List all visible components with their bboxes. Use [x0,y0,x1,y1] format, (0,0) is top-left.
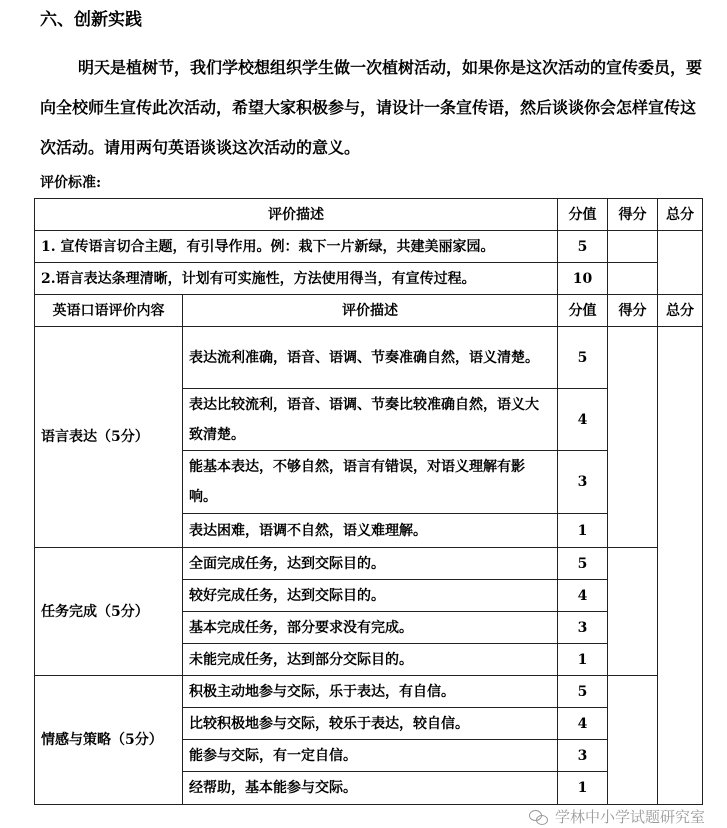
row-points: 4 [558,389,608,451]
row-desc: 表达困难，语调不自然，语义难理解。 [183,514,558,548]
row-desc: 能参与交际，有一定自信。 [183,740,558,772]
row-points: 5 [558,231,608,263]
row-points: 5 [558,327,608,389]
row-desc: 2.语言表达条理清晰，计划有可实施性，方法使用得当，有宣传过程。 [35,263,558,295]
total-cell[interactable] [658,231,703,295]
wechat-icon [529,810,549,825]
score-cell[interactable] [608,263,658,295]
row-points: 3 [558,451,608,514]
row-points: 1 [558,644,608,676]
watermark-text: 学林中小学试题研究室 [554,808,705,826]
row-desc: 比较积极地参与交际，较乐于表达，较自信。 [183,708,558,740]
table-row [35,327,703,389]
row-points: 3 [558,740,608,772]
row-desc: 表达比较流利，语音、语调、节奏比较准确自然，语义大致清楚。 [183,389,558,451]
question-prompt: 明天是植树节，我们学校想组织学生做一次植树活动，如果你是这次活动的宣传委员，要向全校师生宣传此次活动，希望大家积极参与，请设计一条宣传语，然后谈谈你会怎样宣传这次活动。请用两句英语谈谈这次活动的意义。 [40,58,703,157]
header-content: 英语口语评价内容 [35,295,183,327]
row-desc: 1. 宣传语言切合主题，有引导作用。例：栽下一片新绿，共建美丽家园。 [35,231,558,263]
group-name: 语言表达（5分） [35,327,183,548]
header-points: 分值 [558,199,608,231]
score-cell[interactable] [608,548,658,676]
header-desc: 评价描述 [35,199,558,231]
row-desc: 能基本表达，不够自然，语言有错误，对语义理解有影响。 [183,451,558,514]
header-desc: 评价描述 [183,295,558,327]
watermark [529,807,705,827]
row-points: 1 [558,514,608,548]
row-points: 10 [558,263,608,295]
row-points: 3 [558,612,608,644]
row-points: 1 [558,772,608,805]
score-cell[interactable] [608,327,658,548]
row-desc: 表达流利准确，语音、语调、节奏准确自然，语义清楚。 [183,327,558,389]
header-total: 总分 [658,199,703,231]
row-desc: 全面完成任务，达到交际目的。 [183,548,558,580]
row-desc: 经帮助，基本能参与交际。 [183,772,558,805]
row-points: 4 [558,708,608,740]
row-points: 5 [558,676,608,708]
row-points: 4 [558,580,608,612]
header-points: 分值 [558,295,608,327]
group-name: 情感与策略（5分） [35,676,183,805]
table-row [35,231,703,263]
row-desc: 积极主动地参与交际，乐于表达，有自信。 [183,676,558,708]
row-points: 5 [558,548,608,580]
table-row [35,676,703,708]
row-desc: 较好完成任务，达到交际目的。 [183,580,558,612]
score-cell[interactable] [608,231,658,263]
evaluation-table [34,198,703,805]
header-score: 得分 [608,295,658,327]
header-score: 得分 [608,199,658,231]
row-desc: 基本完成任务，部分要求没有完成。 [183,612,558,644]
score-cell[interactable] [608,676,658,805]
group-name: 任务完成（5分） [35,548,183,676]
row-desc: 未能完成任务，达到部分交际目的。 [183,644,558,676]
table-row [35,263,703,295]
total-cell[interactable] [658,327,703,805]
criteria-label: 评价标准: [40,175,102,191]
table-row [35,548,703,580]
header-total: 总分 [658,295,703,327]
section-title: 六、创新实践 [40,10,142,30]
